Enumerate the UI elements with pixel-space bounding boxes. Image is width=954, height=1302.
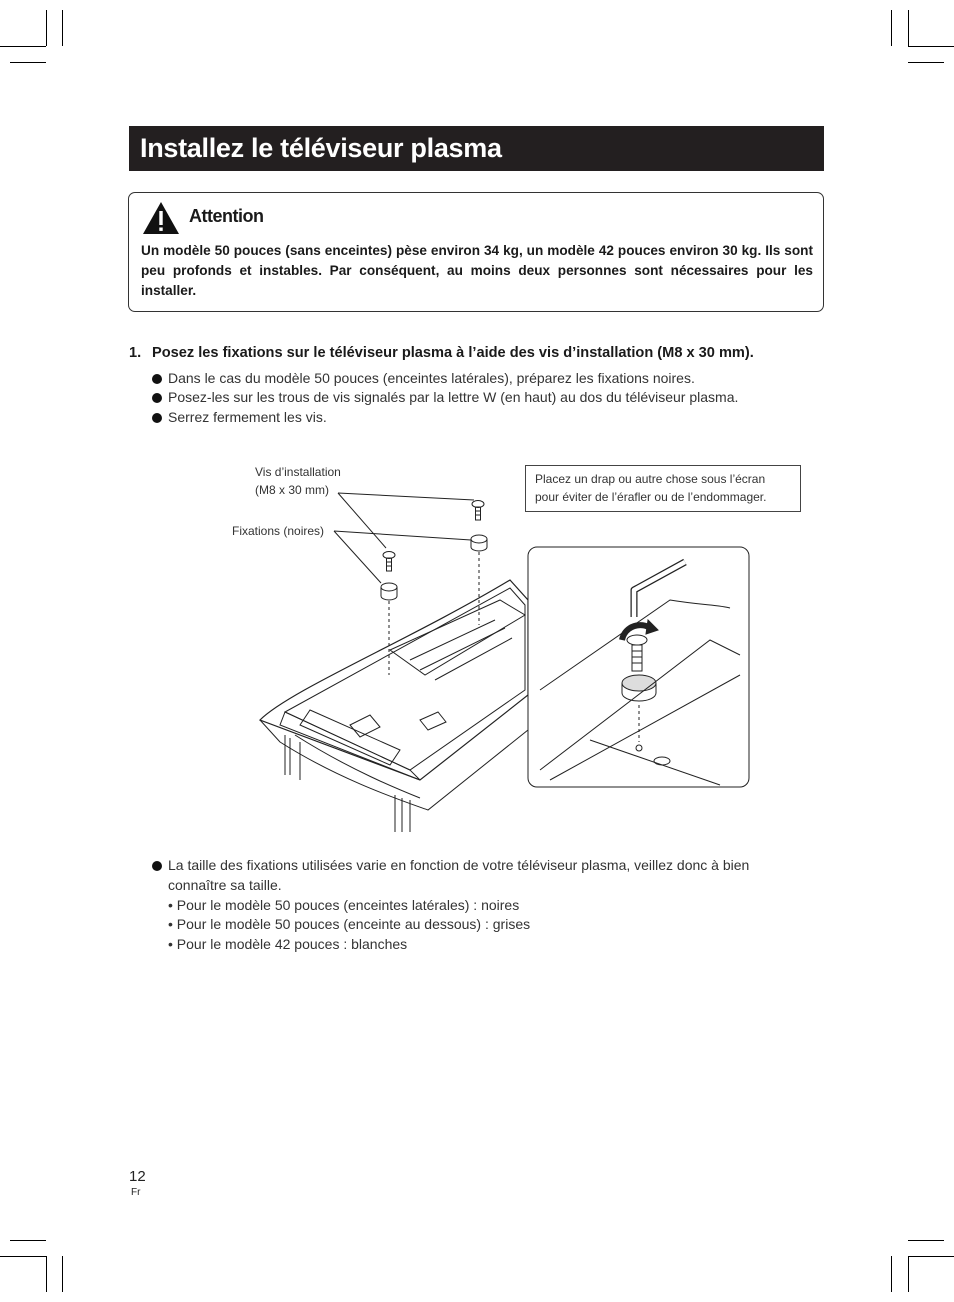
- attention-box: [128, 192, 824, 312]
- warning-icon: [142, 201, 180, 235]
- bullet-icon: [152, 861, 162, 871]
- installation-illustration: [250, 480, 770, 840]
- figure-note-line: pour éviter de l’érafler ou de l’endommager.: [535, 490, 767, 504]
- screw-icon: [472, 501, 484, 521]
- step-1: [129, 345, 754, 361]
- figure-note-line: Placez un drap ou autre chose sous l’écran: [535, 472, 766, 486]
- size-note-cont: connaître sa taille.: [168, 877, 282, 893]
- bullet-icon: [152, 413, 162, 423]
- screw-icon: [383, 552, 395, 572]
- attention-text: Un modèle 50 pouces (sans enceintes) pèse environ 34 kg, un modèle 42 pouces environ 30 kg. Ils sont peu profonds et instables. Par conséquent, au moins deux personnes sont nécessaires pour les installer.: [141, 243, 813, 298]
- fixation-icon: [471, 535, 487, 551]
- size-note: La taille des fixations utilisées varie en fonction de votre téléviseur plasma, veillez donc à bien: [152, 855, 749, 875]
- figure-label-screws-size: (M8 x 30 mm): [255, 483, 330, 497]
- bullet-icon: [152, 374, 162, 384]
- step-text: Posez les fixations sur le téléviseur plasma à l’aide des vis d’installation (M8 x 30 mm).: [152, 345, 754, 361]
- figure-label-screws: Vis d’installation: [255, 465, 341, 479]
- size-item: • Pour le modèle 50 pouces (enceinte au dessous) : grises: [168, 916, 531, 932]
- bullet-icon: [152, 393, 162, 403]
- page-language: Fr: [131, 1187, 141, 1198]
- attention-heading: Attention: [189, 206, 264, 226]
- bullet-item: Dans le cas du modèle 50 pouces (enceintes latérales), préparez les fixations noires.: [152, 368, 695, 388]
- bullet-item: Posez-les sur les trous de vis signalés par la lettre W (en haut) au dos du téléviseur plasma.: [152, 387, 738, 407]
- page-number: 12: [129, 1168, 146, 1185]
- size-item: • Pour le modèle 50 pouces (enceintes latérales) : noires: [168, 897, 520, 913]
- step-number: 1.: [129, 345, 142, 361]
- figure-label-fixations: Fixations (noires): [232, 524, 325, 538]
- size-item: • Pour le modèle 42 pouces : blanches: [168, 936, 408, 952]
- page-title: Installez le téléviseur plasma: [129, 126, 824, 171]
- fixation-icon: [381, 583, 397, 600]
- bullet-item: Serrez fermement les vis.: [152, 407, 327, 427]
